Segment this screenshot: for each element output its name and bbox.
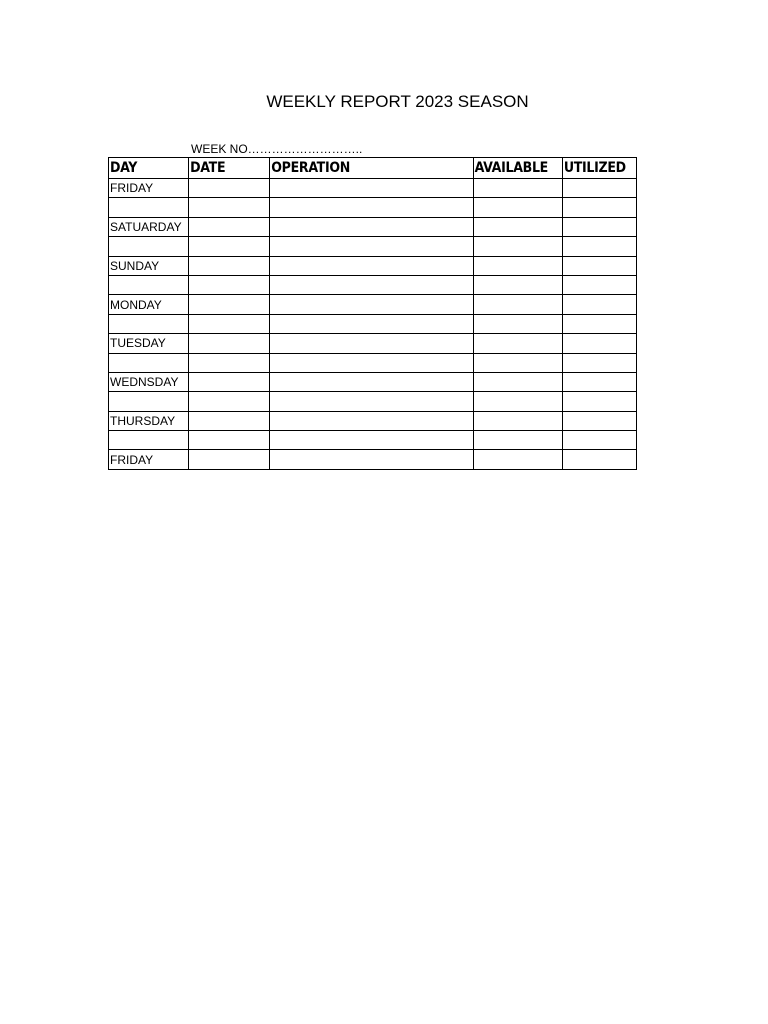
day-cell: SATUARDAY [109, 217, 189, 236]
date-cell [189, 334, 270, 353]
available-cell [473, 450, 562, 469]
day-cell: FRIDAY [109, 179, 189, 198]
available-cell [473, 256, 562, 275]
utilized-cell [562, 237, 636, 256]
available-cell [473, 198, 562, 217]
utilized-cell [562, 334, 636, 353]
day-cell: THURSDAY [109, 411, 189, 430]
available-cell [473, 275, 562, 294]
day-cell [109, 198, 189, 217]
date-cell [189, 295, 270, 314]
operation-cell [270, 372, 473, 391]
table-row [109, 431, 637, 450]
date-cell [189, 256, 270, 275]
available-cell [473, 431, 562, 450]
operation-cell [270, 334, 473, 353]
day-cell: FRIDAY [109, 450, 189, 469]
operation-cell [270, 237, 473, 256]
available-cell [473, 392, 562, 411]
utilized-cell [562, 275, 636, 294]
operation-cell [270, 392, 473, 411]
date-cell [189, 314, 270, 333]
day-cell: SUNDAY [109, 256, 189, 275]
day-cell [109, 237, 189, 256]
column-header-utilized: UTILIZED [562, 158, 636, 179]
operation-cell [270, 179, 473, 198]
day-cell [109, 314, 189, 333]
utilized-cell [562, 256, 636, 275]
table-row [109, 198, 637, 217]
date-cell [189, 450, 270, 469]
date-cell [189, 275, 270, 294]
operation-cell [270, 431, 473, 450]
utilized-cell [562, 179, 636, 198]
table-row [109, 217, 637, 236]
date-cell [189, 372, 270, 391]
column-header-date: DATE [189, 158, 270, 179]
operation-cell [270, 450, 473, 469]
available-cell [473, 295, 562, 314]
available-cell [473, 217, 562, 236]
table-row [109, 334, 637, 353]
utilized-cell [562, 392, 636, 411]
utilized-cell [562, 411, 636, 430]
operation-cell [270, 411, 473, 430]
column-header-day: DAY [109, 158, 189, 179]
operation-cell [270, 217, 473, 236]
table-row [109, 411, 637, 430]
available-cell [473, 353, 562, 372]
operation-cell [270, 314, 473, 333]
operation-cell [270, 353, 473, 372]
utilized-cell [562, 295, 636, 314]
date-cell [189, 217, 270, 236]
date-cell [189, 237, 270, 256]
date-cell [189, 353, 270, 372]
day-cell [109, 431, 189, 450]
table-row [109, 450, 637, 469]
date-cell [189, 198, 270, 217]
day-cell [109, 392, 189, 411]
available-cell [473, 334, 562, 353]
operation-cell [270, 295, 473, 314]
page-title: WEEKLY REPORT 2023 SEASON [266, 92, 529, 111]
available-cell [473, 372, 562, 391]
utilized-cell [562, 198, 636, 217]
day-cell: MONDAY [109, 295, 189, 314]
available-cell [473, 314, 562, 333]
date-cell [189, 431, 270, 450]
weekly-report-table [108, 157, 637, 470]
utilized-cell [562, 450, 636, 469]
date-cell [189, 179, 270, 198]
table-row [109, 392, 637, 411]
operation-cell [270, 275, 473, 294]
day-cell [109, 275, 189, 294]
operation-cell [270, 198, 473, 217]
column-header-operation: OPERATION [270, 158, 473, 179]
day-cell: WEDNSDAY [109, 372, 189, 391]
table-row [109, 314, 637, 333]
operation-cell [270, 256, 473, 275]
utilized-cell [562, 314, 636, 333]
table-row [109, 237, 637, 256]
table-row [109, 179, 637, 198]
table-row [109, 275, 637, 294]
column-header-available: AVAILABLE [473, 158, 562, 179]
utilized-cell [562, 431, 636, 450]
table-header-row [109, 158, 637, 179]
utilized-cell [562, 353, 636, 372]
available-cell [473, 237, 562, 256]
available-cell [473, 179, 562, 198]
utilized-cell [562, 217, 636, 236]
day-cell: TUESDAY [109, 334, 189, 353]
table-row [109, 256, 637, 275]
date-cell [189, 411, 270, 430]
week-number-field: WEEK NO……………………….. [191, 142, 363, 156]
table-row [109, 372, 637, 391]
available-cell [473, 411, 562, 430]
table-row [109, 295, 637, 314]
utilized-cell [562, 372, 636, 391]
date-cell [189, 392, 270, 411]
table-row [109, 353, 637, 372]
day-cell [109, 353, 189, 372]
